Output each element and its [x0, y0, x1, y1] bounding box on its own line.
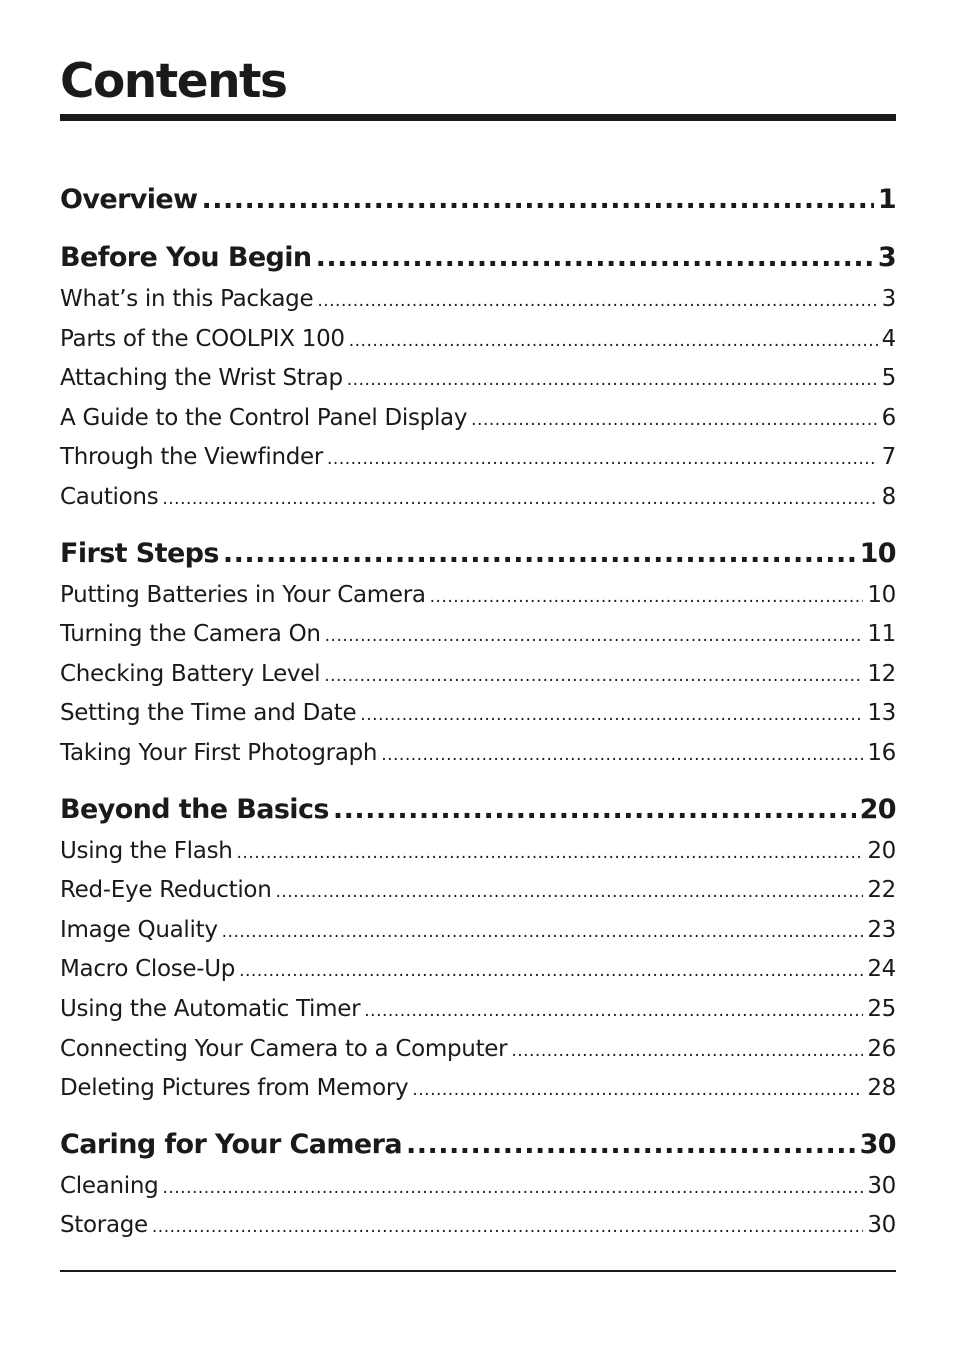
- toc-heading-label: Before You Begin: [60, 242, 312, 273]
- dot-leader: [202, 178, 874, 222]
- dot-leader: [223, 532, 856, 576]
- dot-leader: [333, 788, 856, 832]
- dot-leader: [381, 736, 863, 776]
- toc-entry[interactable]: [60, 1069, 896, 1109]
- dot-leader: [162, 480, 877, 520]
- page-number: 5: [881, 365, 896, 392]
- toc-entry[interactable]: [60, 1167, 896, 1207]
- toc-entry-label: What’s in this Package: [60, 286, 314, 312]
- dot-leader: [239, 952, 863, 992]
- page-number: 7: [881, 444, 896, 471]
- table-of-contents: [60, 178, 896, 1260]
- toc-heading-entry[interactable]: [60, 532, 896, 576]
- dot-leader: [237, 834, 864, 874]
- page-number: 20: [867, 837, 896, 864]
- dot-leader: [324, 657, 863, 697]
- toc-section: [60, 236, 896, 518]
- toc-entry[interactable]: [60, 734, 896, 774]
- toc-entry[interactable]: [60, 950, 896, 990]
- page-number: 20: [859, 793, 896, 825]
- toc-heading-label: First Steps: [60, 537, 219, 569]
- page-number: 25: [867, 995, 896, 1022]
- dot-leader: [364, 992, 863, 1032]
- toc-entry[interactable]: [60, 694, 896, 734]
- toc-entry[interactable]: [60, 478, 896, 518]
- toc-heading-label: Beyond the Basics: [60, 793, 329, 825]
- page-number: 3: [877, 242, 896, 273]
- page-number: 6: [881, 404, 896, 431]
- toc-entry-label: Connecting Your Camera to a Computer: [60, 1035, 508, 1062]
- page-number: 23: [867, 916, 896, 943]
- page-number: 22: [867, 877, 896, 904]
- toc-entry[interactable]: [60, 359, 896, 399]
- toc-entry-label: Putting Batteries in Your Camera: [60, 581, 426, 608]
- dot-leader: [327, 440, 878, 480]
- page-number: 30: [867, 1212, 896, 1239]
- toc-entry-label: Taking Your First Photograph: [60, 739, 378, 766]
- toc-entry-label: Deleting Pictures from Memory: [60, 1075, 409, 1102]
- toc-entry-label: Macro Close-Up: [60, 956, 236, 983]
- dot-leader: [347, 361, 878, 401]
- toc-entry-label: Cautions: [60, 483, 159, 510]
- toc-heading-entry[interactable]: [60, 1123, 896, 1167]
- dot-leader: [275, 873, 863, 913]
- toc-entry[interactable]: [60, 655, 896, 695]
- page-number: 3: [881, 286, 896, 312]
- dot-leader: [317, 282, 877, 322]
- dot-leader: [152, 1208, 863, 1248]
- dot-leader: [349, 322, 878, 362]
- toc-entry[interactable]: [60, 438, 896, 478]
- toc-entry[interactable]: [60, 576, 896, 616]
- toc-entry[interactable]: [60, 911, 896, 951]
- toc-entry[interactable]: [60, 1206, 896, 1246]
- dot-leader: [471, 401, 878, 441]
- toc-heading-entry[interactable]: [60, 178, 896, 222]
- toc-entry[interactable]: [60, 990, 896, 1030]
- toc-entry-label: Through the Viewfinder: [60, 444, 324, 471]
- page-number: 1: [877, 184, 896, 215]
- toc-heading-label: Caring for Your Camera: [60, 1128, 402, 1160]
- toc-entry[interactable]: [60, 280, 896, 320]
- toc-entry-label: Checking Battery Level: [60, 660, 321, 687]
- toc-entry-label: Setting the Time and Date: [60, 700, 357, 727]
- toc-heading-label: Overview: [60, 184, 198, 215]
- toc-entry-label: Storage: [60, 1212, 148, 1239]
- dot-leader: [511, 1032, 863, 1072]
- dot-leader: [222, 913, 864, 953]
- page-number: 16: [867, 739, 896, 766]
- toc-heading-entry[interactable]: [60, 788, 896, 832]
- dot-leader: [316, 236, 874, 280]
- toc-entry[interactable]: [60, 399, 896, 439]
- page-number: 13: [867, 700, 896, 727]
- dot-leader: [430, 578, 864, 618]
- dot-leader: [162, 1169, 863, 1209]
- toc-section: [60, 532, 896, 774]
- toc-entry-label: Image Quality: [60, 916, 218, 943]
- toc-entry[interactable]: [60, 1030, 896, 1070]
- page-number: 4: [881, 325, 896, 352]
- toc-entry[interactable]: [60, 871, 896, 911]
- toc-entry-label: Turning the Camera On: [60, 621, 321, 648]
- toc-entry-label: Cleaning: [60, 1172, 159, 1199]
- toc-entry[interactable]: [60, 832, 896, 872]
- page-number: 8: [881, 483, 896, 510]
- toc-entry-label: Attaching the Wrist Strap: [60, 365, 343, 392]
- page-number: 26: [867, 1035, 896, 1062]
- page-number: 24: [867, 956, 896, 983]
- toc-entry[interactable]: [60, 320, 896, 360]
- page-number: 30: [867, 1172, 896, 1199]
- toc-section: [60, 788, 896, 1109]
- toc-heading-entry[interactable]: [60, 236, 896, 280]
- toc-entry-label: A Guide to the Control Panel Display: [60, 404, 468, 431]
- dot-leader: [412, 1071, 863, 1111]
- page-number: 28: [867, 1075, 896, 1102]
- toc-entry[interactable]: [60, 615, 896, 655]
- page-number: 10: [859, 537, 896, 569]
- toc-section: [60, 1123, 896, 1246]
- dot-leader: [325, 617, 864, 657]
- toc-entry-label: Using the Automatic Timer: [60, 995, 361, 1022]
- page-number: 10: [867, 581, 896, 608]
- toc-entry-label: Red-Eye Reduction: [60, 877, 272, 904]
- toc-entry-label: Using the Flash: [60, 837, 233, 864]
- dot-leader: [360, 696, 863, 736]
- bottom-rule: [60, 1270, 896, 1272]
- page-number: 12: [867, 660, 896, 687]
- page-number: 30: [859, 1128, 896, 1160]
- toc-entry-label: Parts of the COOLPIX 100: [60, 325, 345, 352]
- toc-section: [60, 178, 896, 222]
- title-rule: [60, 114, 896, 121]
- page-number: 11: [867, 621, 896, 648]
- page-title: Contents: [60, 54, 287, 109]
- dot-leader: [406, 1123, 856, 1167]
